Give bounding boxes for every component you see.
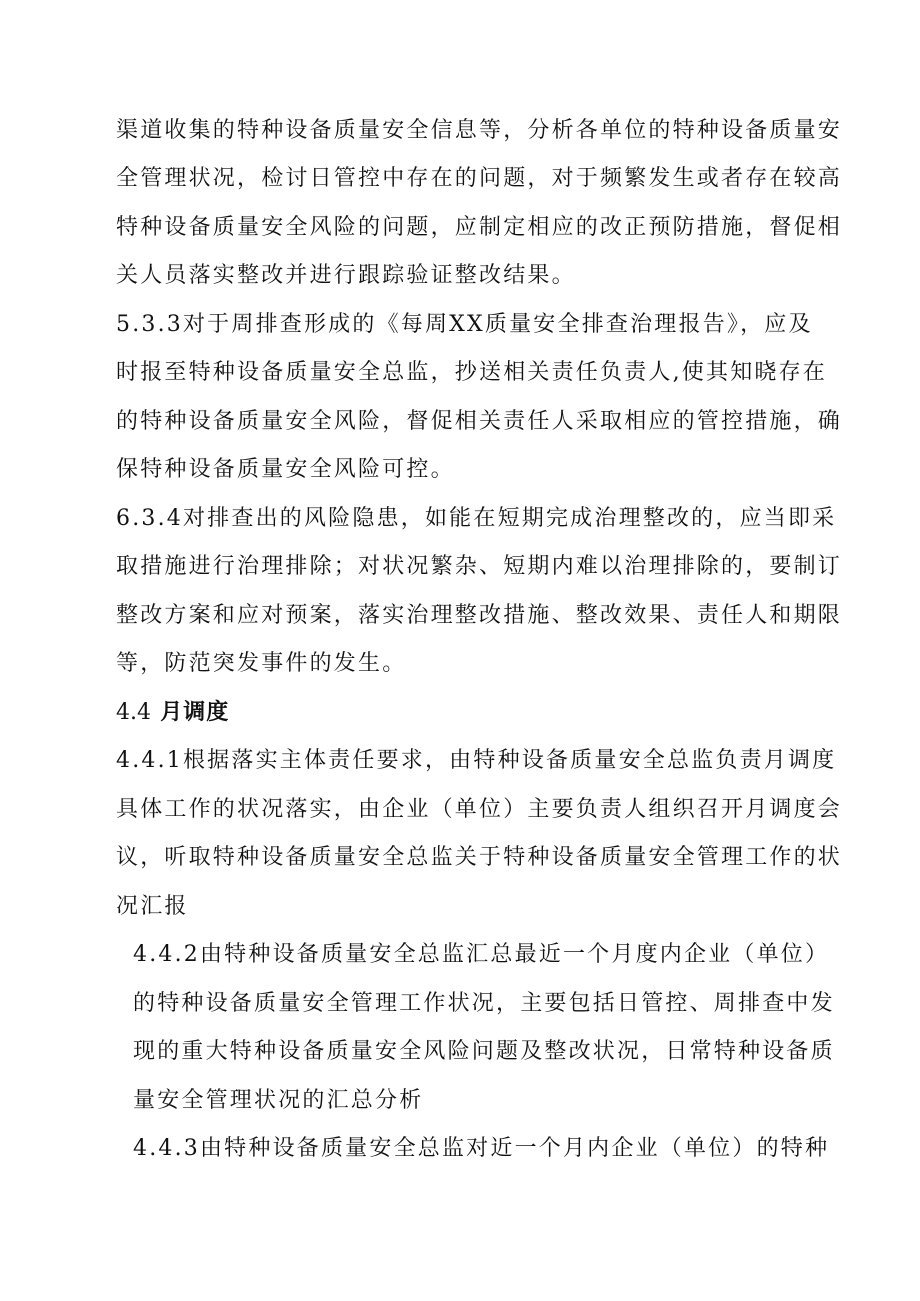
text-line: 4.4.2由特种设备质量安全总监汇总最近一个月度内企业（单位） bbox=[133, 942, 830, 967]
text-line: 关人员落实整改并进行跟踪验证整改结果。 bbox=[116, 263, 576, 288]
heading-number: 4.4 bbox=[116, 700, 151, 725]
text-line: 取措施进行治理排除；对状况繁杂、短期内难以治理排除的，要制订 bbox=[116, 554, 843, 579]
text-line: 时报至特种设备质量安全总监，抄送相关责任负责人,使其知晓存在 bbox=[116, 360, 827, 385]
text-line: 5.3.3对于周排查形成的《每周XX质量安全排查治理报告》，应及 bbox=[116, 312, 813, 337]
text-line: 渠道收集的特种设备质量安全信息等，分析各单位的特种设备质量安 bbox=[116, 118, 843, 143]
text-line: 量安全管理状况的汇总分析 bbox=[133, 1088, 424, 1113]
text-line: 保特种设备质量安全风险可控。 bbox=[116, 457, 455, 482]
text-line: 整改方案和应对预案，落实治理整改措施、整改效果、责任人和期限 bbox=[116, 603, 843, 628]
text-line: 现的重大特种设备质量安全风险问题及整改状况，日常特种设备质 bbox=[133, 1039, 835, 1064]
text-line: 况汇报 bbox=[116, 894, 189, 919]
text-line: 特种设备质量安全风险的问题，应制定相应的改正预防措施，督促相 bbox=[116, 215, 843, 240]
text-line: 全管理状况，检讨日管控中存在的问题，对于频繁发生或者存在较高 bbox=[116, 166, 843, 191]
section-heading-4-4 bbox=[116, 698, 229, 728]
heading-title: 月调度 bbox=[160, 700, 230, 725]
text-line: 的特种设备质量安全风险，督促相关责任人采取相应的管控措施，确 bbox=[116, 409, 843, 434]
text-line: 议，听取特种设备质量安全总监关于特种设备质量安全管理工作的状 bbox=[116, 845, 843, 870]
text-line: 4.4.1根据落实主体责任要求，由特种设备质量安全总监负责月调度 bbox=[116, 748, 837, 773]
text-line: 的特种设备质量安全管理工作状况，主要包括日管控、周排查中发 bbox=[133, 991, 835, 1016]
text-line: 6.3.4对排查出的风险隐患，如能在短期完成治理整改的，应当即采 bbox=[116, 506, 837, 531]
text-line: 4.4.3由特种设备质量安全总监对近一个月内企业（单位）的特种 bbox=[133, 1136, 830, 1161]
text-line: 具体工作的状况落实，由企业（单位）主要负责人组织召开月调度会 bbox=[116, 797, 843, 822]
text-line: 等，防范突发事件的发生。 bbox=[116, 651, 407, 676]
